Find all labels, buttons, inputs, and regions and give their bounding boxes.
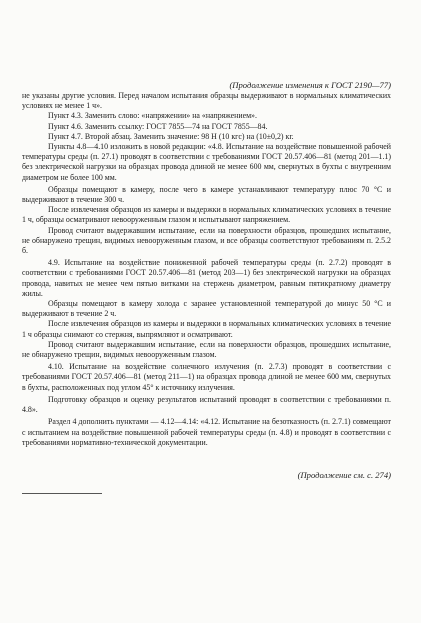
continuation-note: (Продолжение см. с. 274) — [297, 470, 391, 480]
paragraph: Раздел 4 дополнить пунктами — 4.12—4.14: «4.12. Испытание на безотказность (п. 2.7.1) совмещают с испытанием на воздействие повышенной рабочей температуры среды (п. 4.8) и проводят в соответствии с требованиями нормативно-технической документации. — [22, 417, 391, 447]
paragraph: Образцы помещают в камеру, после чего в камере устанавливают температуру плюс 70 °С и выдерживают в течение 300 ч. — [22, 184, 391, 205]
paragraph: Пункт 4.7. Второй абзац. Заменить значение: 98 Н (10 кгс) на (10±0,2) кг. — [48, 131, 294, 141]
paragraph: Пункты 4.8—4.10 изложить в новой редакции: «4.8. Испытание на воздействие повышенной рабочей температуры среды (п. 27.1) проводят в соответствии с требованиями ГОСТ 20.57.406—81 (метод 201—1.1) без электрической нагрузки на образцах провода длиной не менее 600 мм, свернутых в бухты с внутренним диаметром не более 100 мм. — [22, 142, 391, 182]
running-header: (Продолжение изменения к ГОСТ 2190—77) — [229, 80, 391, 90]
paragraph: Подготовку образцов и оценку результатов испытаний проводят в соответствии с требованиями п. 4.8». — [22, 394, 391, 415]
paragraph: После извлечения образцов из камеры и выдержки в нормальных климатических условиях в течение 1 ч образцы снимают со стержня, выпрямляют и осматривают. — [22, 319, 391, 339]
paragraph: Образцы помещают в камеру холода с заранее установленной температурой до минус 50 °С и выдерживают в течение 2 ч. — [22, 299, 391, 319]
paragraph: После извлечения образцов из камеры и выдержки в нормальных климатических условиях в течение 1 ч, образцы осматривают невооруженным глазом и испытывают напряжением. — [22, 205, 391, 225]
footnote-divider — [22, 493, 102, 494]
paragraph: 4.9. Испытание на воздействие пониженной рабочей температуры среды (п. 2.7.2) проводят в соответствии с требованиями ГОСТ 20.57.406—81 (метод 203—1) без электрической нагрузки на образцах провода, навитых не менее чем пятью витками на стержень диаметром, равным пятикратному диаметру жилы. — [22, 258, 391, 298]
paragraph: Провод считают выдержавшим испытание, если на поверхности образцов, прошедших испытание, не обнаружено трещин, видимых невооруженным глазом. — [22, 339, 391, 360]
paragraph: 4.10. Испытание на воздействие солнечного излучения (п. 2.7.3) проводят в соответствии с требованиями ГОСТ 20.57.406—81 (метод 211—1) на образцах провода длиной не менее 600 мм, свернутых в бухты, расположенных под углом 45° к источнику излучения. — [22, 362, 391, 392]
paragraph: Пункт 4.3. Заменить слово: «напряжении» на «напряжением». — [48, 111, 257, 121]
paragraph: не указаны другие условия. Перед началом испытания образцы выдерживают в нормальных климатических условиях не менее 1 ч». — [22, 91, 391, 111]
document-body — [22, 91, 391, 448]
paragraph: Пункт 4.6. Заменить ссылку: ГОСТ 7855—74 на ГОСТ 7855—84. — [48, 121, 268, 131]
paragraph: Провод считают выдержавшим испытание, если на поверхности образцов, прошедших испытание, не обнаружено трещин, видимых невооруженным глазом, и все образцы соответствуют требованиям п. 2.5.2 б. — [22, 225, 391, 256]
